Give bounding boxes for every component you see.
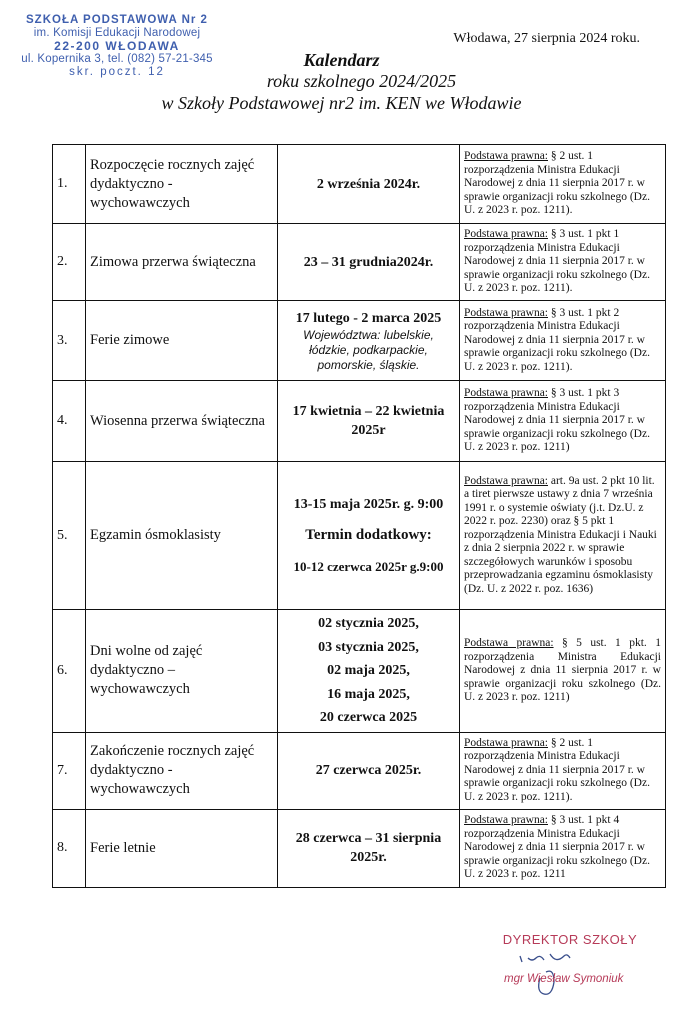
legal-basis-text: art. 9a ust. 2 pkt 10 lit. a tiret pierwsze ustawy z dnia 7 września 1991 r. o systemie oświaty (j.t. Dz.U. z 2022 r. poz. 2230) oraz § 5 pkt 1 rozporządzenia Ministra Edukacji i Nauki z dnia 2 sierpnia 2022 r. w sprawie szczegółowych warunków i sposobu przeprowadzania egzaminu ósmoklasisty (Dz. U. z 2022 r. poz. 1636) [464,474,657,595]
event-date: 27 czerwca 2025r. [278,732,460,809]
free-day: 02 maja 2025, [327,663,410,678]
stamp-line: SZKOŁA PODSTAWOWA Nr 2 [26,14,208,26]
legal-basis-label: Podstawa prawna: [464,474,548,487]
row-number: 8. [53,809,86,887]
row-number: 3. [53,301,86,381]
row-number: 6. [53,610,86,733]
row-number: 5. [53,462,86,610]
legal-basis-text: § 3 ust. 1 pkt 2 rozporządzenia Ministra Edukacji Narodowej z dnia 11 sierpnia 2017 r. w sprawie organizacji roku szkolnego (Dz. U. z 2023 r. poz. 1211). [464,306,650,373]
legal-basis-label: Podstawa prawna: [464,637,554,649]
legal-basis-label: Podstawa prawna: [464,814,548,827]
table-row [53,809,666,887]
legal-basis-label: Podstawa prawna: [464,736,548,749]
legal-basis-text: § 3 ust. 1 pkt 4 rozporządzenia Ministra Edukacji Narodowej z dnia 11 sierpnia 2017 r. w sprawie organizacji roku szkolnego (Dz. U. z 2023 r. poz. 1211 [464,814,650,881]
event-date: 23 – 31 grudnia2024r. [278,224,460,301]
calendar-table [52,144,666,888]
legal-basis-text: § 2 ust. 1 rozporządzenia Ministra Edukacji Narodowej z dnia 11 sierpnia 2017 r. w sprawie organizacji roku szkolnego (Dz. U. z 2023 r. poz. 1211). [464,150,650,217]
free-day: 16 maja 2025, [327,686,410,702]
event-name: Rozpoczęcie rocznych zajęć dydaktyczno - wychowawczych [86,145,278,224]
legal-basis-text: § 5 ust. 1 pkt. 1 rozporządzenia Ministra Edukacji Narodowej z dnia 11 sierpnia 2017 r. w sprawie organizacji roku szkolnego (Dz. U. z 2023 r. poz. 1211) [464,637,661,703]
legal-basis-label: Podstawa prawna: [464,228,548,241]
event-date-cell [278,462,460,610]
director-name: mgr Wiesław Symoniuk [504,973,624,985]
extra-date-heading: Termin dodatkowy: [305,527,432,543]
legal-basis [460,732,666,809]
table-row [53,732,666,809]
event-name: Ferie zimowe [86,301,278,381]
legal-basis [460,301,666,381]
stamp-line: ul. Kopernika 3, tel. (082) 57-21-345 [21,53,213,65]
legal-basis-label: Podstawa prawna: [464,306,548,319]
legal-basis-text: § 2 ust. 1 rozporządzenia Ministra Edukacji Narodowej z dnia 11 sierpnia 2017 r. w sprawie organizacji roku szkolnego (Dz. U. z 2023 r. poz. 1211). [464,736,650,803]
event-date: 17 lutego - 2 marca 2025 [295,310,442,326]
event-name: Wiosenna przerwa świąteczna [86,381,278,462]
legal-basis-text: § 3 ust. 1 pkt 3 rozporządzenia Ministra Edukacji Narodowej z dnia 11 sierpnia 2017 r. w sprawie organizacji roku szkolnego (Dz. U. z 2023 r. poz. 1211) [464,387,650,454]
event-name: Zakończenie rocznych zajęć dydaktyczno - wychowawczych [86,732,278,809]
document-subtitle-school: w Szkoły Podstawowej nr2 im. KEN we Włodawie [161,93,522,113]
event-date-cell [278,301,460,381]
stamp-line: skr. poczt. 12 [69,66,165,78]
legal-basis [460,809,666,887]
director-stamp-role: DYREKTOR SZKOŁY [502,932,638,947]
free-day: 02 stycznia 2025, [318,616,419,631]
row-number: 7. [53,732,86,809]
table-row [53,610,666,733]
event-name: Egzamin ósmoklasisty [86,462,278,610]
table-row [53,462,666,610]
document-subtitle: roku szkolnego 2024/2025 [266,71,457,91]
row-number: 2. [53,224,86,301]
table-row [53,145,666,224]
legal-basis-label: Podstawa prawna: [464,150,548,163]
event-date: 28 czerwca – 31 sierpnia 2025r. [278,809,460,887]
row-number: 1. [53,145,86,224]
table-row [53,381,666,462]
event-date: 2 września 2024r. [278,145,460,224]
table-row [53,224,666,301]
event-name: Dni wolne od zajęć dydaktyczno – wychowawczych [86,610,278,733]
legal-basis [460,145,666,224]
legal-basis [460,610,666,733]
stamp-line: im. Komisji Edukacji Narodowej [33,27,201,39]
legal-basis-text: § 3 ust. 1 pkt 1 rozporządzenia Ministra Edukacji Narodowej z dnia 11 sierpnia 2017 r. w sprawie organizacji roku szkolnego (Dz. U. z 2023 r. poz. 1211). [464,228,650,295]
event-date: 13-15 maja 2025r. g. 9:00 [293,497,444,512]
place-date: Włodawa, 27 sierpnia 2024 roku. [453,31,640,46]
legal-basis [460,462,666,610]
legal-basis [460,381,666,462]
free-day: 20 czerwca 2025 [319,710,418,725]
extra-date: 10-12 czerwca 2025r g.9:00 [293,559,444,574]
row-number: 4. [53,381,86,462]
legal-basis [460,224,666,301]
event-date: 17 kwietnia – 22 kwietnia 2025r [278,381,460,462]
event-name: Ferie letnie [86,809,278,887]
free-day: 03 stycznia 2025, [318,639,419,655]
event-date-cell [278,610,460,733]
event-regions: Województwa: lubelskie, łódzkie, podkarpackie, pomorskie, śląskie. [303,327,434,372]
stamp-line: 22-200 WŁODAWA [54,39,180,53]
event-name: Zimowa przerwa świąteczna [86,224,278,301]
document-title: Kalendarz [303,50,380,70]
legal-basis-label: Podstawa prawna: [464,387,548,400]
director-signature-block [490,932,650,985]
table-row [53,301,666,381]
